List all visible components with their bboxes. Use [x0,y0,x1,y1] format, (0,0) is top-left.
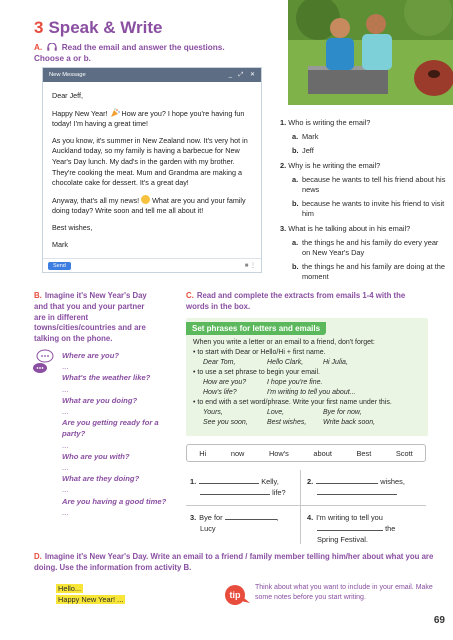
activity-b-text: Imagine it's New Year's Day and that you and your partner are in different towns/cities/countries and are talking on the phone. [34,291,147,344]
word-chip: now [230,448,245,458]
dialogue-question: Who are you with? [62,451,130,461]
more-options-icon[interactable]: ■ ⋮ [244,263,256,269]
email-closing: Best wishes, [52,222,93,232]
activity-c-letter: C. [186,291,194,300]
extract-2 [307,476,427,498]
phrase: Dear Tom, [203,359,236,366]
email-greeting: Dear Jeff, [52,91,84,100]
activity-d-text: Imagine it's New Year's Day. Write an email to a friend / family member telling him/her about what you are doing. Use the information from activity B. [34,552,434,572]
word-chip: How's [268,448,289,458]
option-letter: b. [292,262,299,271]
word-chip: Scott [395,448,413,458]
option-text: because he wants to invite his friend to visit him [302,199,445,218]
answer-option[interactable] [280,262,448,282]
barbecue-photo [288,0,453,105]
set-phrases-title: Set phrases for letters and emails [186,322,326,335]
question-item [280,118,448,156]
activity-a-instruction [34,42,225,64]
email-paragraph-1 [52,108,252,130]
phrase: Bye for now, [323,409,362,416]
extract-text: Lucy [200,524,216,533]
question-number: 3. [280,224,287,233]
phrase-row-2b [193,388,421,398]
answer-blank[interactable] [316,477,378,484]
question-number: 1. [280,118,287,127]
headphones-icon [47,43,57,51]
section-title: Speak & Write [48,18,163,37]
option-text: because he wants to tell his friend about his news [302,175,446,194]
question-text: Why is he writing the email? [288,161,381,170]
extract-number: 3. [190,513,197,522]
set-phrases-bullet-1: • to start with Dear or Hello/Hi + first name. [193,348,421,358]
activity-d-letter: D. [34,552,42,561]
dialogue-question: Where are you? [62,351,119,360]
starter-happy: Happy New Year! ... [58,594,124,604]
answer-blank[interactable] [317,488,397,495]
answer-placeholder: ... [62,463,69,473]
extract-text: the [385,524,396,533]
minimize-icon[interactable]: _ [228,72,232,78]
extract-text: Kelly, [261,477,279,486]
activity-a-line1: Read the email and answer the questions. [61,43,225,52]
activity-b-letter: B. [34,291,42,300]
option-letter: a. [292,132,299,141]
dialogue-question: Are you getting ready for a party? [62,418,159,439]
question-number: 2. [280,161,287,170]
email-paragraph-3 [52,195,252,217]
writing-starter [56,584,126,605]
email-p1-start: Happy New Year! [52,108,108,118]
set-phrases-intro: When you write a letter or an email to a friend, don't forget: [193,339,375,346]
extract-text: wishes, [380,477,405,486]
phrase: Love, [267,409,285,416]
word-chip: Best [356,448,372,458]
email-titlebar [43,68,261,82]
option-letter: a. [292,238,299,247]
activity-a-line2: Choose a or b. [34,54,91,63]
extract-text: Spring Festival. [317,535,368,544]
close-icon[interactable]: ✕ [249,72,255,78]
phrase-row-2a [193,378,421,388]
tip-badge-icon [222,584,252,606]
answer-blank[interactable] [200,488,270,495]
answer-placeholder: ... [62,507,69,517]
email-footer [43,258,261,272]
answer-option[interactable] [280,238,448,258]
dialogue-questions [62,350,167,518]
answer-blank[interactable] [199,477,259,484]
dialogue-question: What's the weather like? [62,373,151,383]
phrase: I hope you're fine. [267,379,323,386]
email-paragraph-2: As you know, it's summer in New Zealand now. It's very hot in Auckland today, so my family is having a barbecue for New Year's Day lunch. My dad's in the garden with my brother. They're cooking the meat. Mum and Grandma are making a chocolate cake for dessert. It's a great day! [52,135,248,188]
dialogue-question: Are you having a good time? [62,496,167,506]
phrase: I'm writing to tell you about... [267,389,356,396]
phrase-row-3a [193,408,421,418]
extract-number: 2. [307,477,314,486]
word-chip: about [313,448,332,458]
phrase: Yours, [203,409,223,416]
answer-option[interactable] [280,132,448,142]
grid-divider-vertical [300,470,301,544]
email-window [42,67,262,273]
email-window-title: New Message [49,72,86,78]
option-text: Mark [302,132,319,141]
option-text: the things he and his family do every year on New Year's Day [302,238,439,257]
speech-bubbles-icon [32,348,54,378]
activity-b-instruction [34,291,154,345]
expand-icon[interactable]: ⤢ [238,72,244,78]
answer-placeholder: ... [62,407,69,417]
smiley-icon [141,195,150,204]
activity-c-text: Read and complete the extracts from emails 1-4 with the words in the box. [186,291,406,311]
phrase: See you soon, [203,419,248,426]
extract-text: I'm writing to tell you [316,513,383,522]
phrase-row-1 [193,358,421,368]
set-phrases-box [186,318,428,436]
grid-divider-horizontal [186,505,426,506]
option-letter: b. [292,199,299,208]
extract-3 [190,512,298,534]
phrase: Hello Clark, [267,359,304,366]
extract-text: Bye for [199,513,223,522]
set-phrases-bullet-3: • to end with a set word/phrase. Write your first name under this. [193,398,421,408]
set-phrases-bullet-2: • to use a set phrase to begin your email. [193,368,421,378]
question-item [280,224,448,282]
starter-hello: Hello... [58,584,82,593]
option-text: the things he and his family are doing at the moment [302,262,445,281]
section-heading [34,18,162,38]
activity-a-letter: A. [34,43,43,52]
answer-option[interactable] [280,199,448,219]
dialogue-question: What are they doing? [62,474,140,484]
dialogue-question: What are you doing? [62,395,138,405]
option-letter: b. [292,146,299,155]
phrase: Hi Julia, [323,359,348,366]
email-signature: Mark [52,239,68,249]
option-letter: a. [292,175,299,184]
extract-text: , [276,513,279,522]
answer-option[interactable] [280,175,448,195]
word-chip: Hi [199,448,207,458]
tip-label: tip [229,590,241,600]
answer-blank[interactable] [225,513,277,520]
activity-c-instruction [186,291,426,313]
email-p3-end: What are you and your family doing today? Write soon and tell me all about it! [52,195,246,216]
activity-d-instruction [34,552,434,574]
page-number: 69 [433,615,445,626]
answer-blank[interactable] [317,524,383,531]
extract-number: 4. [307,513,314,522]
section-number: 3 [34,18,44,37]
extract-number: 1. [190,477,197,486]
extract-text: life? [272,488,286,497]
answer-option[interactable] [280,146,448,156]
phrase: How are you? [203,379,247,386]
window-controls [224,71,255,79]
answer-placeholder: ... [62,384,69,394]
email-p1-end: How are you? I hope you're having fun today! I'm having a great time! [52,108,245,129]
phrase-row-3b [193,418,421,428]
phrase: Write back soon, [323,419,376,426]
answer-placeholder: ... [62,362,69,372]
word-box [186,444,426,462]
tip-text: Think about what you want to include in your email. Make some notes before you start writing. [255,584,433,601]
email-body [43,82,261,250]
questions-list [280,118,448,287]
phrase: How's life? [203,389,237,396]
question-text: Who is writing the email? [288,118,371,127]
party-popper-icon [110,108,120,118]
phrase: Best wishes, [267,419,307,426]
email-p3-start: Anyway, that's all my news! [52,195,140,205]
send-button[interactable]: Send [48,262,71,270]
question-text: What is he talking about in his email? [288,224,411,233]
question-item [280,161,448,219]
extract-1 [190,476,298,498]
answer-placeholder: ... [62,440,69,450]
extract-4 [307,512,427,545]
option-text: Jeff [302,146,314,155]
answer-placeholder: ... [62,485,69,495]
